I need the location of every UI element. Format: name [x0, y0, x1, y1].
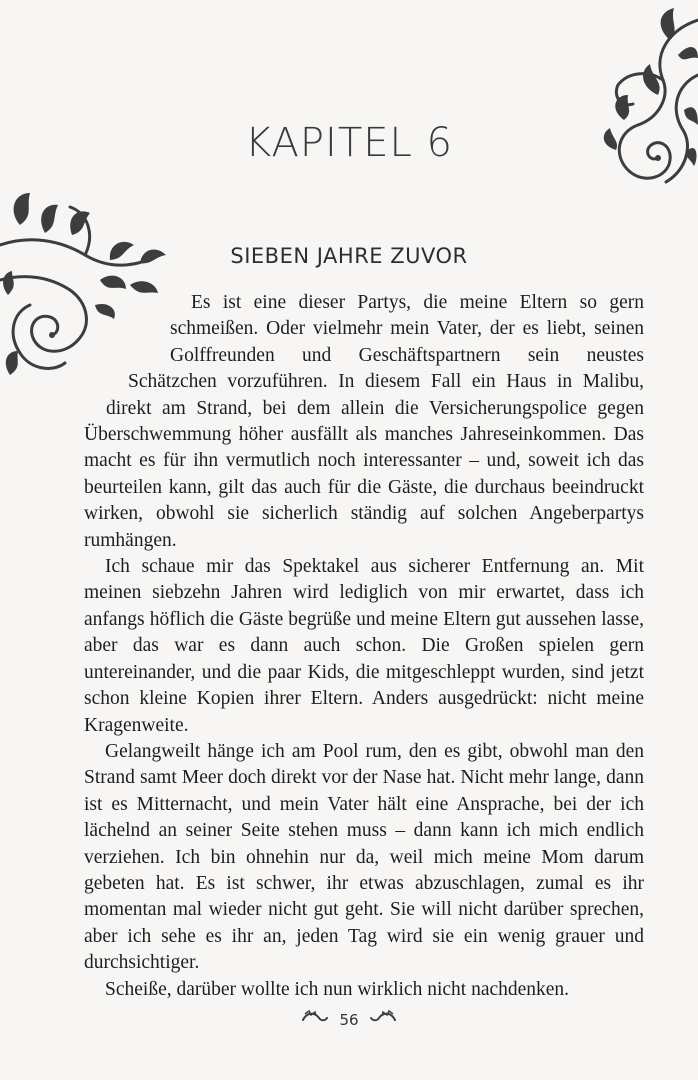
paragraph: Ich schaue mir das Spektakel aus sicherer Entfernung an. Mit meinen siebzehn Jahren wird lediglich von mir erwartet, dass ich anfangs höflich die Gäste begrüße und meine Eltern gut aussehen lasse, aber das war es dann auch schon. Die Großen spielen gern untereinander, und die paar Kids, die mitgeschleppt wurden, sind jetzt schon kleine Kopien ihrer Eltern. Anders ausgedrückt: nicht meine Kragenweite.: [84, 556, 644, 736]
folio-left-ornament-icon: [301, 1010, 331, 1029]
top-right-ornament: [558, 0, 698, 215]
page-number: 56: [339, 1010, 359, 1029]
paragraph: Scheiße, darüber wollte ich nun wirklich nicht nachdenken.: [105, 978, 570, 1000]
page-footer: [0, 1010, 698, 1029]
body-text: [84, 290, 644, 1003]
chapter-title: KAPITEL 6: [245, 120, 453, 166]
section-title: SIEBEN JAHRE ZUVOR: [230, 244, 468, 268]
paragraph: Gelangweilt hänge ich am Pool rum, den es gibt, obwohl man den Strand samt Meer doch direkt vor der Nase hat. Nicht mehr lange, dann ist es Mitternacht, und mein Vater hält eine Ansprache, bei der ich lächelnd an seiner Seite stehen muss – dann kann ich mich endlich verziehen. Ich bin ohnehin nur da, weil mich meine Mom darum gebeten hat. Es ist schwer, ihr etwas abzuschlagen, zumal es ihr momentan mal wieder nicht gut geht. Sie will nicht darüber sprechen, aber ich sehe es ihr an, jeden Tag wird sie ein wenig grauer und durchsichtiger.: [84, 740, 644, 974]
paragraph: Es ist eine dieser Partys, die meine Eltern so gern schmeißen. Oder vielmehr mein Vater, der es liebt, seinen Golffreunden und Geschäftspartnern sein neustes Schätzchen vorzuführen. In diesem Fall ein Haus in Malibu, direkt am Strand, bei dem allein die Versicherungspolice gegen Überschwemmung höher ausfällt als manches Jahreseinkommen. Das macht es für ihn vermutlich noch interessanter – und, soweit ich das beurteilen kann, gilt das auch für die Gäste, die durchaus beeindruckt wirken, obwohl sie sicherlich ständig auf solchen Angeberpartys rumhängen.: [84, 292, 644, 551]
folio-right-ornament-icon: [367, 1010, 397, 1029]
